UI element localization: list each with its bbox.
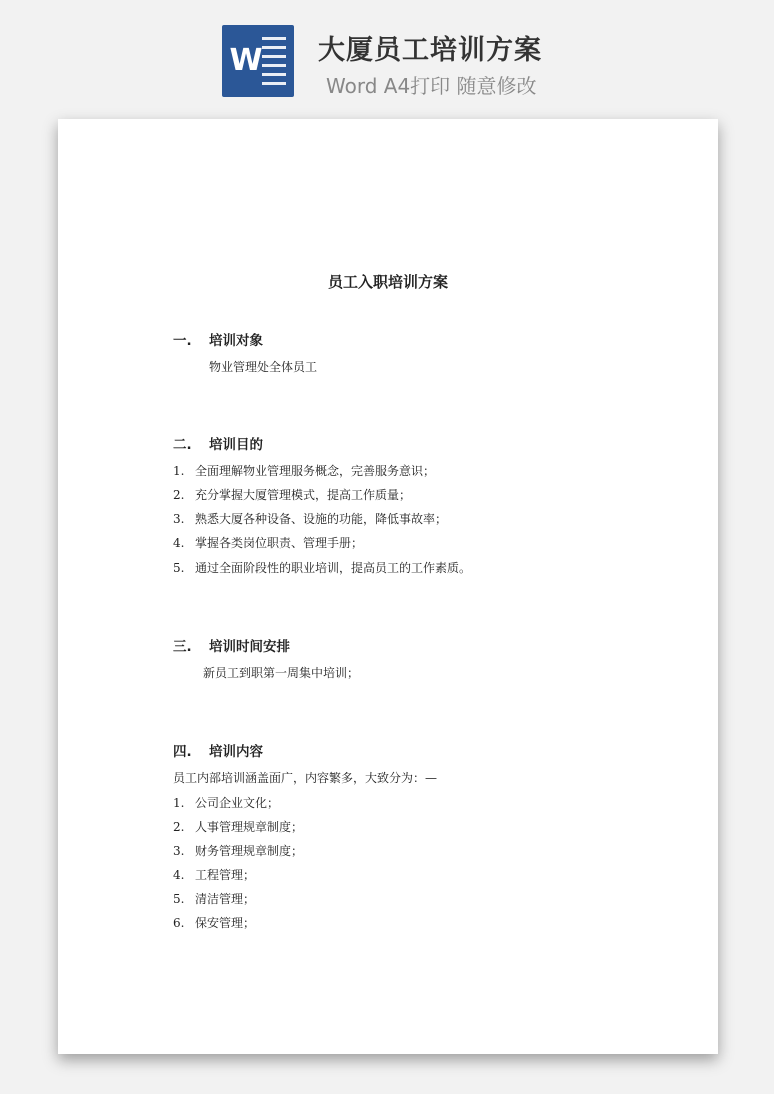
document-page (58, 119, 718, 1054)
header-banner (0, 0, 774, 110)
list-item: 6. 保安管理； (173, 916, 256, 930)
section-number: 四. (173, 744, 192, 760)
section-number: 三. (173, 639, 192, 655)
section-number: 一. (173, 333, 192, 349)
list-item: 2. 充分掌握大厦管理模式，提高工作质量； (173, 488, 412, 502)
header-title: 大厦员工培训方案 (318, 35, 542, 66)
header-subtitle: Word A4打印 随意修改 (326, 74, 537, 98)
list-item: 5. 清洁管理； (173, 892, 256, 906)
list-item: 4. 工程管理； (173, 868, 256, 882)
word-logo-letter: W (229, 43, 263, 78)
list-item: 4. 掌握各类岗位职责、管理手册； (173, 536, 364, 550)
list-item: 3. 财务管理规章制度； (173, 844, 304, 858)
document-title: 员工入职培训方案 (327, 273, 448, 291)
list-item: 2. 人事管理规章制度； (173, 820, 304, 834)
word-document-icon (222, 25, 294, 97)
section-title: 培训内容 (209, 744, 263, 760)
list-item: 1. 公司企业文化； (173, 796, 280, 810)
section-heading (173, 329, 263, 349)
section-text: 物业管理处全体员工 (209, 360, 318, 374)
list-item: 1. 全面理解物业管理服务概念，完善服务意识； (173, 464, 436, 478)
section-heading (173, 433, 263, 453)
list-item: 3. 熟悉大厦各种设备、设施的功能，降低事故率； (173, 512, 448, 526)
section-heading (173, 740, 263, 760)
section-title: 培训目的 (209, 437, 263, 453)
section-number: 二. (173, 437, 192, 453)
section-intro: 员工内部培训涵盖面广，内容繁多，大致分为：— (173, 771, 438, 785)
section-title: 培训时间安排 (209, 639, 290, 655)
section-heading (173, 635, 290, 655)
section-text: 新员工到职第一周集中培训； (203, 666, 360, 680)
doc-lines-icon (262, 37, 286, 85)
list-item: 5. 通过全面阶段性的职业培训，提高员工的工作素质。 (173, 561, 472, 575)
section-title: 培训对象 (209, 333, 263, 349)
